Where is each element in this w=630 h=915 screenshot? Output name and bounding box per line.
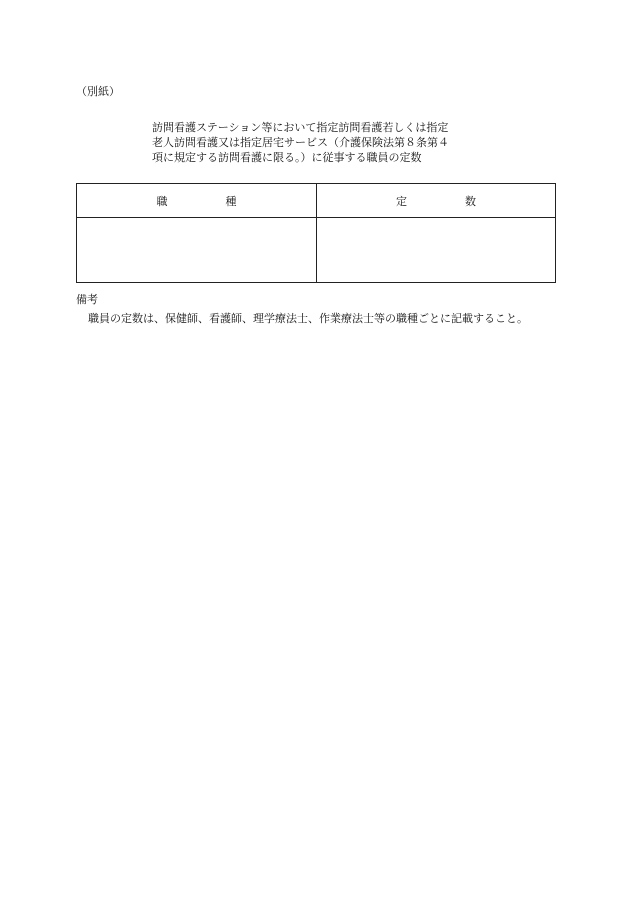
heading-line-2: 老人訪問看護又は指定居宅サービス（介護保険法第８条第４ [152,136,449,149]
table-header-staff-count [317,184,555,218]
header-job-type-char-1: 職 [156,194,168,208]
heading-line-3: 項に規定する訪問看護に限る。）に従事する職員の定数 [152,151,422,164]
heading-line-1: 訪問看護ステーション等において指定訪問看護若しくは指定 [152,121,449,134]
header-staff-count-char-1: 定 [396,194,407,208]
header-staff-count-char-2: 数 [465,194,476,208]
table-cell-job-type [77,218,317,282]
notes-title: 備考 [76,293,98,306]
table-cell-staff-count [317,218,555,282]
staff-count-table [76,183,556,283]
header-job-type-char-2: 種 [225,194,237,208]
annex-label: （別紙） [76,85,120,98]
table-header-job-type [77,184,317,218]
notes-body: 職員の定数は、保健師、看護師、理学療法士、作業療法士等の職種ごとに記載すること。 [88,312,528,325]
document-heading [152,120,492,165]
